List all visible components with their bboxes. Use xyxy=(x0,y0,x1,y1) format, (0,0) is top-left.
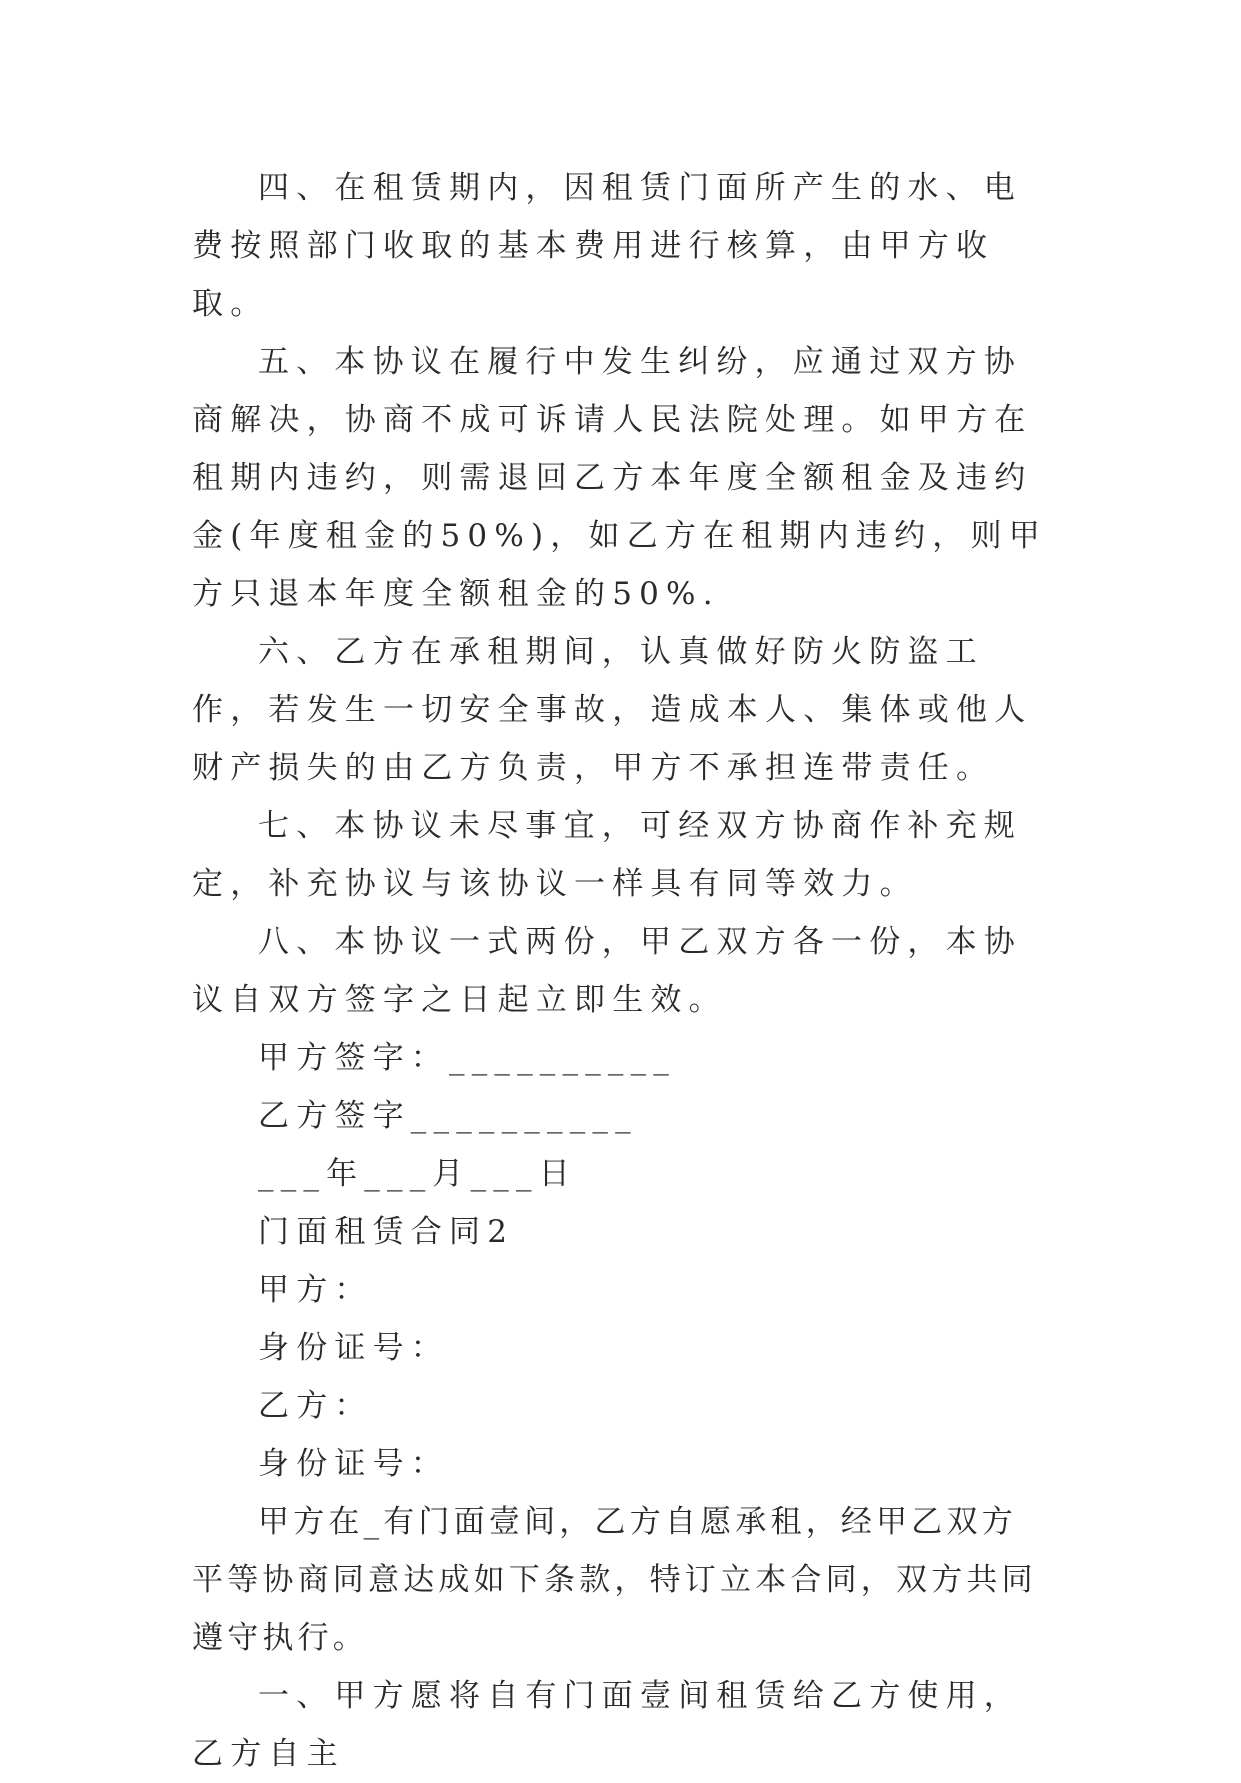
party-a-label: 甲方： xyxy=(258,1272,373,1308)
party-b-id-label: 身份证号： xyxy=(258,1446,449,1482)
party-b-signature-line: 乙方签字__________ xyxy=(258,1098,638,1134)
clause-8-paragraph: 八、本协议一式两份，甲乙双方各一份，本协议自双方签字之日起立即生效。 xyxy=(192,924,1022,1018)
date-line: ___年___月___日 xyxy=(258,1156,577,1192)
intro-paragraph: 甲方在_有门面壹间，乙方自愿承租，经甲乙双方平等协商同意达成如下条款，特订立本合同，双方共同遵守执行。 xyxy=(192,1504,1037,1656)
clause-1-paragraph: 一、甲方愿将自有门面壹间租赁给乙方使用，乙方自主 xyxy=(192,1678,1022,1772)
party-a-signature-line: 甲方签字：__________ xyxy=(258,1040,676,1076)
party-b-label: 乙方： xyxy=(258,1388,373,1424)
clause-6-paragraph: 六、乙方在承租期间，认真做好防火防盗工作，若发生一切安全事故，造成本人、集体或他人财产损失的由乙方负责，甲方不承担连带责任。 xyxy=(192,634,1033,786)
document-body xyxy=(192,159,1052,1783)
clause-7-paragraph: 七、本协议未尽事宜，可经双方协商作补充规定，补充协议与该协议一样具有同等效力。 xyxy=(192,808,1022,902)
contract-title: 门面租赁合同2 xyxy=(258,1214,515,1250)
clause-5-paragraph: 五、本协议在履行中发生纠纷，应通过双方协商解决，协商不成可诉请人民法院处理。如甲方在租期内违约，则需退回乙方本年度全额租金及违约金(年度租金的50%)，如乙方在租期内违约，则甲方只退本年度全额租金的50%. xyxy=(192,344,1047,612)
party-a-id-label: 身份证号： xyxy=(258,1330,449,1366)
clause-4-paragraph: 四、在租赁期内，因租赁门面所产生的水、电费按照部门收取的基本费用进行核算，由甲方收取。 xyxy=(192,170,1022,322)
